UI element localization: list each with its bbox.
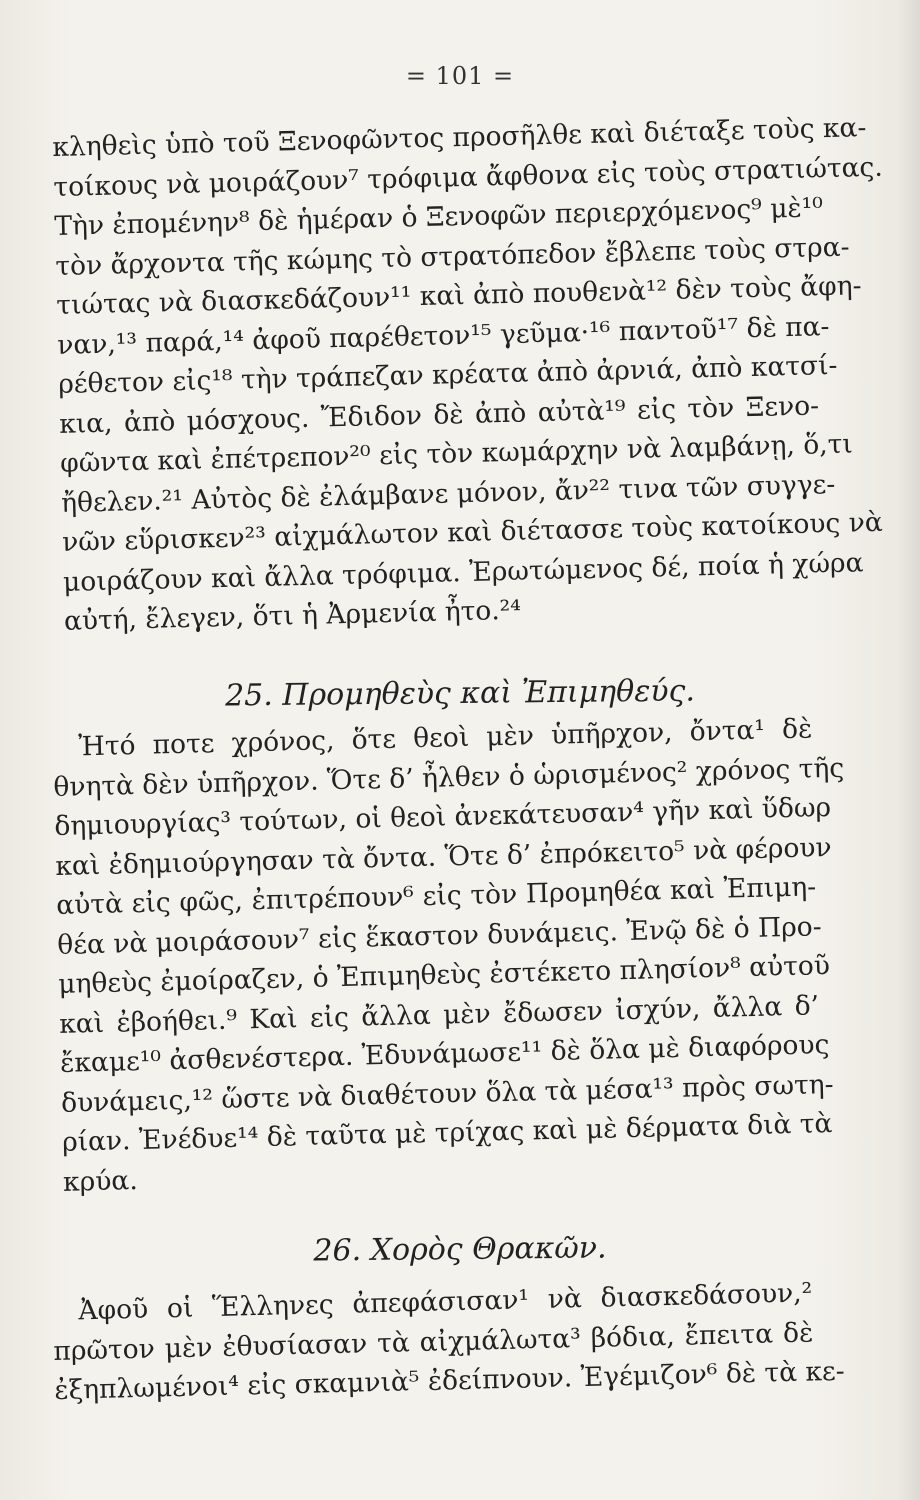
text-line: μηθεὺς ἐμοίραζεν, ὁ Ἐπιμηθεὺς ἐστέκετο πλησίον⁸ αὐτοῦ — [57, 950, 831, 1000]
text-line: δυνάμεις,¹² ὥστε νὰ διαθέτουν ὅλα τὰ μέσα¹³ πρὸς σωτη- — [60, 1068, 834, 1119]
text-line: κρύα. — [62, 1164, 139, 1198]
text-line: αὐτή, ἔλεγεν, ὅτι ἡ Ἀρμενία ἦτο.²⁴ — [63, 594, 522, 637]
page-number: = 101 = — [405, 62, 515, 90]
text-block-continuation — [52, 109, 884, 641]
text-line: ἤθελεν.²¹ Αὐτὸς δὲ ἐλάμβανε μόνον, ἄν²² τινα τῶν συγγε- — [60, 468, 836, 519]
text-line: ἔκαμε¹⁰ ἀσθενέστερα. Ἐδυνάμωσε¹¹ δὲ ὅλα μὲ διαφόρους — [59, 1029, 830, 1079]
text-line: αὐτὰ εἰς φῶς, ἐπιτρέπουν⁶ εἰς τὸν Προμηθέα καὶ Ἐπιμη- — [55, 871, 817, 921]
text-line: μοιράζουν καὶ ἄλλα τρόφιμα. Ἐρωτώμενος δέ, ποία ἡ χώρα — [62, 546, 864, 598]
text-line: θέα νὰ μοιράσουν⁷ εἰς ἕκαστον δυνάμεις. Ἐνῷ δὲ ὁ Προ- — [56, 910, 822, 961]
heading-chapter-25: 25. Προμηθεὺς καὶ Ἐπιμηθεύς. — [224, 673, 696, 714]
text-line: ἐξηπλωμένοι⁴ εἰς σκαμνιὰ⁵ ἐδείπνουν. Ἐγέμιζον⁶ δὲ τὰ κε- — [54, 1355, 846, 1406]
text-line: φῶντα καὶ ἐπέτρεπον²⁰ εἰς τὸν κωμάρχην νὰ λαμβάνῃ, ὅ,τι — [59, 428, 854, 479]
text-line: ρέθετον εἰς¹⁸ τὴν τράπεζαν κρέατα ἀπὸ ἀρνιά, ἀπὸ κατσί- — [57, 349, 838, 400]
text-line: Ἀφοῦ οἱ Ἕλληνες ἀπεφάσισαν¹ νὰ διασκεδάσουν,² — [78, 1277, 813, 1327]
page-edge-shadow — [898, 0, 920, 1500]
text-line: πρῶτον μὲν ἐθυσίασαν τὰ αἰχμάλωτα³ βόδια, ἔπειτα δὲ — [53, 1316, 814, 1367]
text-line: τοίκους νὰ μοιράζουν⁷ τρόφιμα ἄφθονα εἰς τοὺς στρατιώτας. — [53, 151, 884, 203]
text-line: ρίαν. Ἐνέδυε¹⁴ δὲ ταῦτα μὲ τρίχας καὶ μὲ δέρματα διὰ τὰ — [61, 1108, 833, 1158]
text-line: νῶν εὕρισκεν²³ αἰχμάλωτον καὶ διέτασσε τοὺς κατοίκους νὰ — [61, 506, 884, 558]
text-block-chapter-26 — [52, 1273, 846, 1410]
text-line: κια, ἀπὸ μόσχους. Ἔδιδον δὲ ἀπὸ αὐτὰ¹⁹ εἰς τὸν Ξενο- — [58, 389, 820, 440]
text-line: θνητὰ δὲν ὑπῆρχον. Ὅτε δ’ ἦλθεν ὁ ὡρισμένος² χρόνος τῆς — [53, 752, 845, 803]
text-line: Τὴν ἐπομένην⁸ δὲ ἡμέραν ὁ Ξενοφῶν περιερχόμενος⁹ μὲ¹⁰ — [54, 192, 824, 242]
heading-chapter-26: 26. Χορὸς Θρακῶν. — [313, 1230, 607, 1269]
text-line: καὶ ἐδημιούργησαν τὰ ὄντα. Ὅτε δ’ ἐπρόκειτο⁵ νὰ φέρουν — [54, 831, 832, 882]
text-line: Ἠτό ποτε χρόνος, ὅτε θεοὶ μὲν ὑπῆρχον, ὄντα¹ δὲ — [78, 713, 813, 763]
text-line: δημιουργίας³ τούτων, οἱ θεοὶ ἀνεκάτευσαν⁴ γῆν καὶ ὕδωρ — [54, 791, 832, 842]
text-line: τιώτας νὰ διασκεδάζουν¹¹ καὶ ἀπὸ πουθενὰ¹² δὲν τοὺς ἄφη- — [55, 270, 862, 321]
text-block-chapter-25 — [52, 709, 845, 1201]
text-line: τὸν ἄρχοντα τῆς κώμης τὸ στρατόπεδον ἔβλεπε τοὺς στρα- — [54, 231, 850, 282]
text-line: ναν,¹³ παρά,¹⁴ ἀφοῦ παρέθετον¹⁵ γεῦμα·¹⁶ παντοῦ¹⁷ δὲ πα- — [56, 310, 830, 361]
text-line: καὶ ἐβοήθει.⁹ Καὶ εἰς ἄλλα μὲν ἔδωσεν ἰσχύν, ἄλλα δ’ — [58, 989, 820, 1040]
text-line: κληθεὶς ὑπὸ τοῦ Ξενοφῶντος προσῆλθε καὶ διέταξε τοὺς κα- — [52, 112, 867, 163]
